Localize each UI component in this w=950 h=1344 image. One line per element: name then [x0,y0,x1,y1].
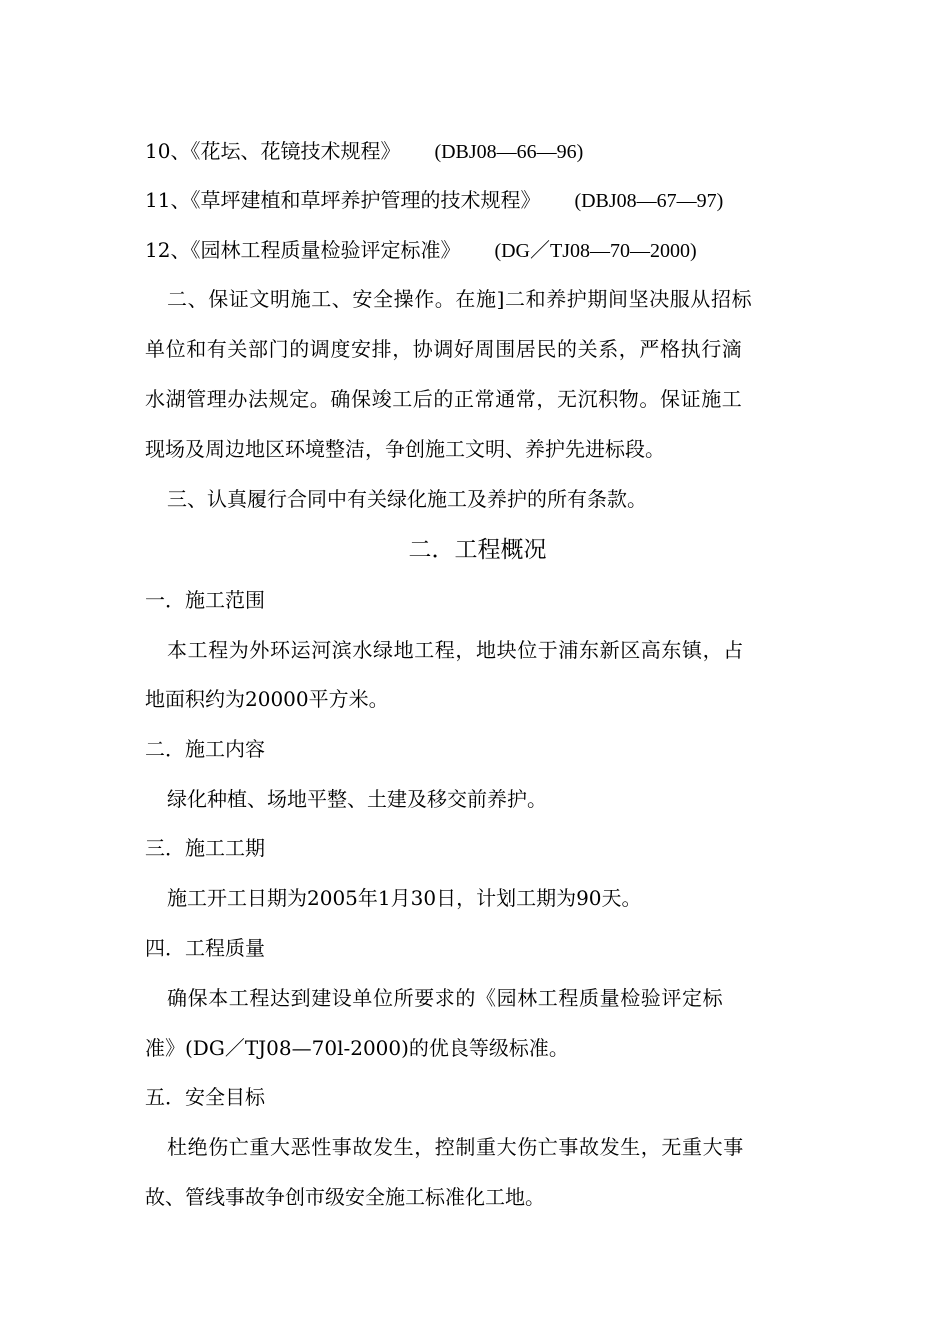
section-title: 二．工程概况 [408,537,547,563]
quality-line-1: 确保本工程达到建设单位所要求的《园林工程质量检验评定标 [167,986,724,1010]
scope-line-2: 地面积约为20000平方米。 [145,687,389,711]
safety-heading: 五．安全目标 [145,1085,265,1109]
quality-line-2: 准》(DG／TJ08—70l-2000)的优良等级标准。 [145,1036,569,1060]
quality-heading: 四．工程质量 [145,936,265,960]
standard-code: (DG／TJ08—70—2000) [494,240,697,262]
content-heading: 二．施工内容 [145,737,265,761]
paragraph-two-line-1: 二、保证文明施工、安全操作。在施]二和养护期间坚决服从招标 [167,287,753,311]
scope-heading: 一．施工范围 [145,588,265,612]
paragraph-three: 三、认真履行合同中有关绿化施工及养护的所有条款。 [167,487,647,511]
standard-number: 10、 [145,139,191,163]
paragraph-two-line-2: 单位和有关部门的调度安排，协调好周围居民的关系，严格执行滴 [145,337,743,361]
standard-item-11 [145,185,810,216]
standard-number: 11、 [145,188,191,212]
schedule-text: 施工开工日期为2005年1月30日，计划工期为90天。 [167,886,642,910]
schedule-heading: 三．施工工期 [145,836,265,860]
standard-code: (DBJ08—67—97) [574,190,724,212]
standard-name: 《园林工程质量检验评定标准》 [190,238,461,262]
scope-line-1: 本工程为外环运河滨水绿地工程，地块位于浦东新区高东镇，占 [167,638,744,662]
safety-line-1: 杜绝伤亡重大恶性事故发生，控制重大伤亡事故发生，无重大事 [167,1135,744,1159]
content-text: 绿化种植、场地平整、土建及移交前养护。 [167,787,547,811]
paragraph-two-line-4: 现场及周边地区环境整洁，争创施工文明、养护先进标段。 [145,437,665,461]
standard-name: 《花坛、花镜技术规程》 [190,139,401,163]
standard-item-10 [145,136,810,167]
standard-code: (DBJ08—66—96) [434,141,584,163]
standard-item-12 [145,235,810,266]
safety-line-2: 故、管线事故争创市级安全施工标准化工地。 [145,1185,545,1209]
paragraph-two-line-3: 水湖管理办法规定。确保竣工后的正常通常，无沉积物。保证施工 [145,387,743,411]
standard-name: 《草坪建植和草坪养护管理的技术规程》 [190,188,541,212]
standard-number: 12、 [145,238,191,262]
